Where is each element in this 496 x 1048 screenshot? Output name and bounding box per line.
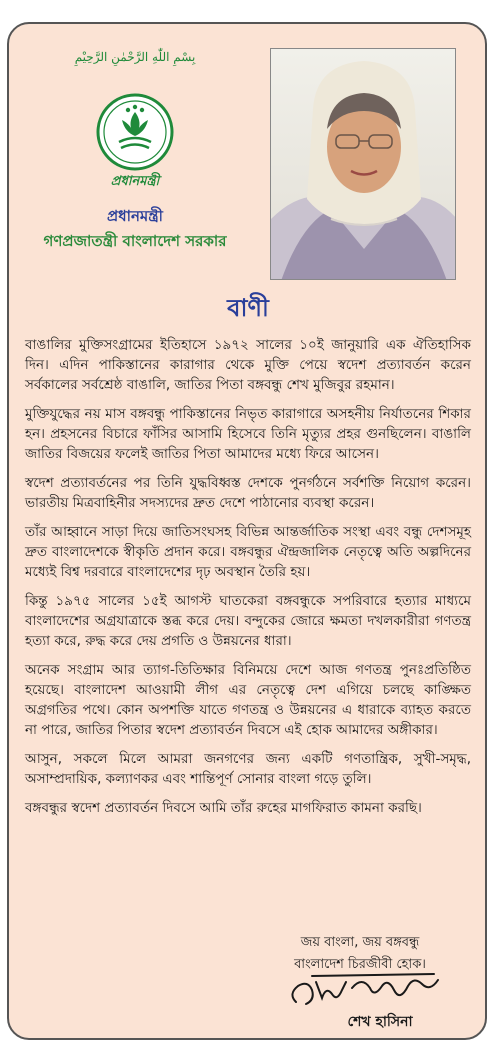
signer-name: শেখ হাসিনা — [347, 1014, 413, 1030]
office-subtitle: গণপ্রজাতন্ত্রী বাংলাদেশ সরকার — [43, 232, 227, 250]
message-paragraph: তাঁর আহ্বানে সাড়া দিয়ে জাতিসংঘসহ বিভিন্ন আন্তর্জাতিক সংস্থা এবং বন্ধু দেশসমূহ দ্রুত বাংলাদেশকে স্বীকৃতি প্রদান করে। বঙ্গবন্ধুর ঐন্দ্রজালিক নেতৃত্বে অতি অল্পদিনের মধ্যেই বিশ্ব দরবারে বাংলাদেশের দৃঢ় অবস্থান তৈরি হয়। — [25, 524, 471, 580]
message-paragraph: মুক্তিযুদ্ধের নয় মাস বঙ্গবন্ধু পাকিস্তানের নিভৃত কারাগারে অসহনীয় নির্যাতনের শিকার হন। প্রহসনের বিচারে ফাঁসির আসামি হিসেবে তিনি মৃত্যুর প্রহর গুনছিলেন। বাঙালি জাতির বিজয়ের ফলেই জাতির পিতা আমাদের মধ্যে ফিরে আসেন। — [25, 406, 471, 462]
closing-slogan-1: জয় বাংলা, জয় বঙ্গবন্ধু — [300, 935, 420, 950]
message-paragraph: কিন্তু ১৯৭৫ সালের ১৫ই আগস্ট ঘাতকেরা বঙ্গবন্ধুকে সপরিবারে হত্যার মাধ্যমে বাংলাদেশের অগ্রযাত্রাকে স্তব্ধ করে দেয়। বন্দুকের জোরে ক্ষমতা দখলকারীরা গণতন্ত্র হত্যা করে, রুদ্ধ করে দেয় প্রগতি ও উন্নয়নের ধারা। — [25, 593, 471, 649]
government-emblem-icon — [95, 92, 175, 172]
message-paragraph: আসুন, সকলে মিলে আমরা জনগণের জন্য একটি গণতান্ত্রিক, সুখী-সমৃদ্ধ, অসাম্প্রদায়িক, কল্যাণকর এবং শান্তিপূর্ণ সোনার বাংলা গড়ে তুলি। — [25, 751, 471, 787]
message-paragraph: বঙ্গবন্ধুর স্বদেশ প্রত্যাবর্তন দিবসে আমি তাঁর রুহের মাগফিরাত কামনা করছি। — [25, 800, 422, 816]
bismillah-text: بِسْمِ اللّٰهِ الرَّحْمٰنِ الرَّحِيْمِ — [74, 50, 196, 64]
message-body — [25, 335, 471, 827]
portrait-image — [270, 48, 456, 280]
message-paragraph: অনেক সংগ্রাম আর ত্যাগ-তিতিক্ষার বিনিময়ে দেশে আজ গণতন্ত্র পুনঃপ্রতিষ্ঠিত হয়েছে। বাংলাদেশ আওয়ামী লীগ এর নেতৃত্বে দেশ এগিয়ে চলছে কাঙ্ক্ষিত অগ্রগতির পথে। কোন অপশক্তি যাতে গণতন্ত্র ও উন্নয়নের এ ধারাকে ব্যাহত করতে না পারে, জাতির পিতার স্বদেশ প্রত্যাবর্তন দিবসে এই হোক আমাদের অঙ্গীকার। — [25, 662, 471, 738]
office-title: প্রধানমন্ত্রী — [107, 207, 163, 225]
message-heading: বাণী — [227, 294, 269, 322]
message-paragraph: বাঙালির মুক্তিসংগ্রামের ইতিহাসে ১৯৭২ সালের ১০ই জানুয়ারি এক ঐতিহাসিক দিন। এদিন পাকিস্তানের কারাগার থেকে মুক্তি পেয়ে স্বদেশ প্রত্যাবর্তন করেন সর্বকালের সর্বশ্রেষ্ঠ বাঙালি, জাতির পিতা বঙ্গবন্ধু শেখ মুজিবুর রহমান। — [25, 337, 471, 393]
closing-slogan-2: বাংলাদেশ চিরজীবী হোক। — [294, 957, 426, 972]
signature-image — [282, 968, 452, 1010]
emblem-caption: প্রধানমন্ত্রী — [110, 174, 160, 189]
message-paragraph: স্বদেশ প্রত্যাবর্তনের পর তিনি যুদ্ধবিধ্বস্ত দেশকে পুনর্গঠনে সর্বশক্তি নিয়োগ করেন। ভারতীয় মিত্রবাহিনীর সদস্যদের দ্রুত দেশে পাঠানোর ব্যবস্থা করেন। — [25, 475, 471, 511]
